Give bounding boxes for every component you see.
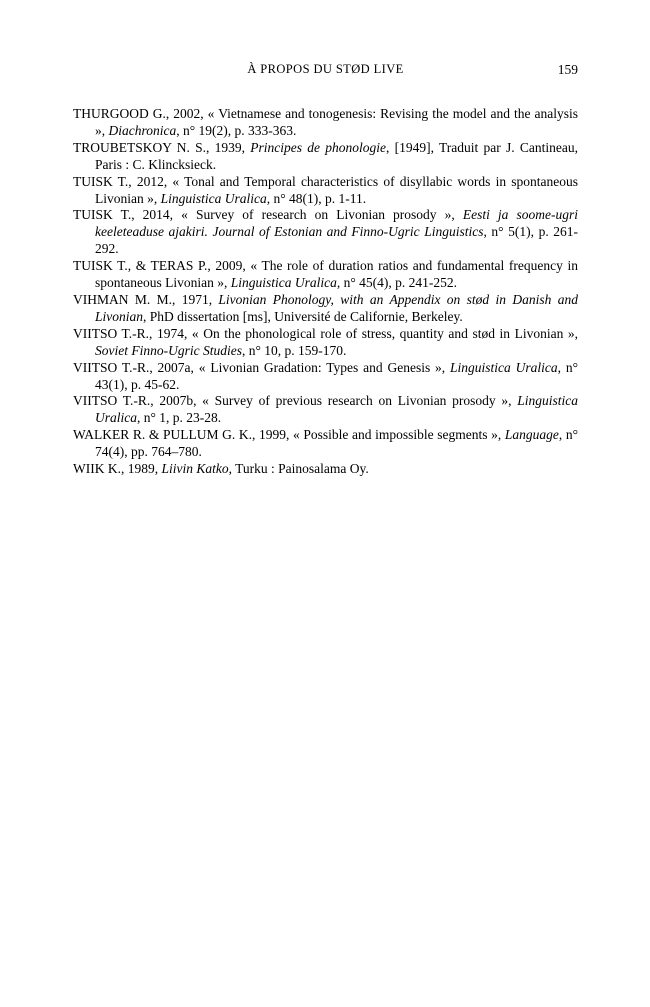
reference-work-title: Linguistica Uralica xyxy=(95,393,578,426)
reference-entry xyxy=(73,106,578,140)
reference-work-title: Language xyxy=(504,427,559,443)
reference-work-title: Liivin Katko xyxy=(161,461,229,477)
running-title: À PROPOS DU STØD LIVE xyxy=(247,62,404,76)
reference-text: VIHMAN M. M., 1971, xyxy=(73,291,219,307)
reference-text: TUISK T., & TERAS P., 2009, « The role of duration ratios and fundamental frequency in spontaneous Livonian », xyxy=(73,258,578,291)
reference-entry xyxy=(73,207,578,258)
reference-entry xyxy=(73,427,578,461)
reference-entry xyxy=(73,360,578,394)
reference-text: , n° 74(4), pp. 764–780. xyxy=(95,427,578,460)
reference-text: TUISK T., 2014, « Survey of research on Livonian prosody », xyxy=(73,207,463,223)
reference-work-title: Eesti ja soome-ugri keeleteaduse ajakiri. Journal of Estonian and Finno-Ugric Linguistics xyxy=(95,207,578,240)
reference-entry xyxy=(73,174,578,208)
reference-work-title: Linguistica Uralica xyxy=(160,190,267,206)
page-header xyxy=(73,62,578,79)
reference-entry xyxy=(73,140,578,174)
reference-work-title: Soviet Finno-Ugric Studies xyxy=(95,342,242,358)
reference-text: WALKER R. & PULLUM G. K., 1999, « Possible and impossible segments », xyxy=(73,427,505,443)
document-page xyxy=(0,0,650,478)
reference-work-title: Principes de phonologie xyxy=(250,139,386,155)
reference-text: , [1949], Traduit par J. Cantineau, Paris : C. Klincksieck. xyxy=(95,139,578,172)
reference-entry xyxy=(73,258,578,292)
reference-work-title: Linguistica Uralica xyxy=(450,359,558,375)
reference-text: WIIK K., 1989, xyxy=(73,461,162,477)
reference-text: , n° 5(1), p. 261-292. xyxy=(95,224,578,257)
reference-text: , n° 1, p. 23-28. xyxy=(137,410,222,426)
reference-entry xyxy=(73,393,578,427)
reference-entry xyxy=(73,326,578,360)
reference-text: , n° 19(2), p. 333-363. xyxy=(176,122,297,138)
reference-text: VIITSO T.-R., 2007a, « Livonian Gradation: Types and Genesis », xyxy=(73,359,451,375)
reference-work-title: Diachronica xyxy=(108,122,177,138)
reference-entry xyxy=(73,292,578,326)
reference-text: TUISK T., 2012, « Tonal and Temporal characteristics of disyllabic words in spontaneous Livonian », xyxy=(73,173,578,206)
reference-text: TROUBETSKOY N. S., 1939, xyxy=(73,139,251,155)
reference-work-title: Livonian Phonology, with an Appendix on stød in Danish and Livonian xyxy=(95,291,578,324)
reference-work-title: Linguistica Uralica xyxy=(230,275,337,291)
reference-text: THURGOOD G., 2002, « Vietnamese and tonogenesis: Revising the model and the analysis », xyxy=(73,106,578,138)
reference-text: , PhD dissertation [ms], Université de Californie, Berkeley. xyxy=(143,308,463,324)
reference-text: , n° 10, p. 159-170. xyxy=(241,342,347,358)
reference-text: VIITSO T.-R., 1974, « On the phonological role of stress, quantity and stød in Livonian », xyxy=(73,325,578,341)
reference-text: , n° 48(1), p. 1-11. xyxy=(266,190,367,206)
reference-entry xyxy=(73,461,578,478)
reference-list xyxy=(73,106,578,478)
reference-text: VIITSO T.-R., 2007b, « Survey of previous research on Livonian prosody », xyxy=(73,393,518,409)
page-number: 159 xyxy=(557,62,578,77)
reference-text: , Turku : Painosalama Oy. xyxy=(228,461,369,477)
reference-text: , n° 43(1), p. 45-62. xyxy=(95,359,578,392)
reference-text: , n° 45(4), p. 241-252. xyxy=(336,275,458,291)
